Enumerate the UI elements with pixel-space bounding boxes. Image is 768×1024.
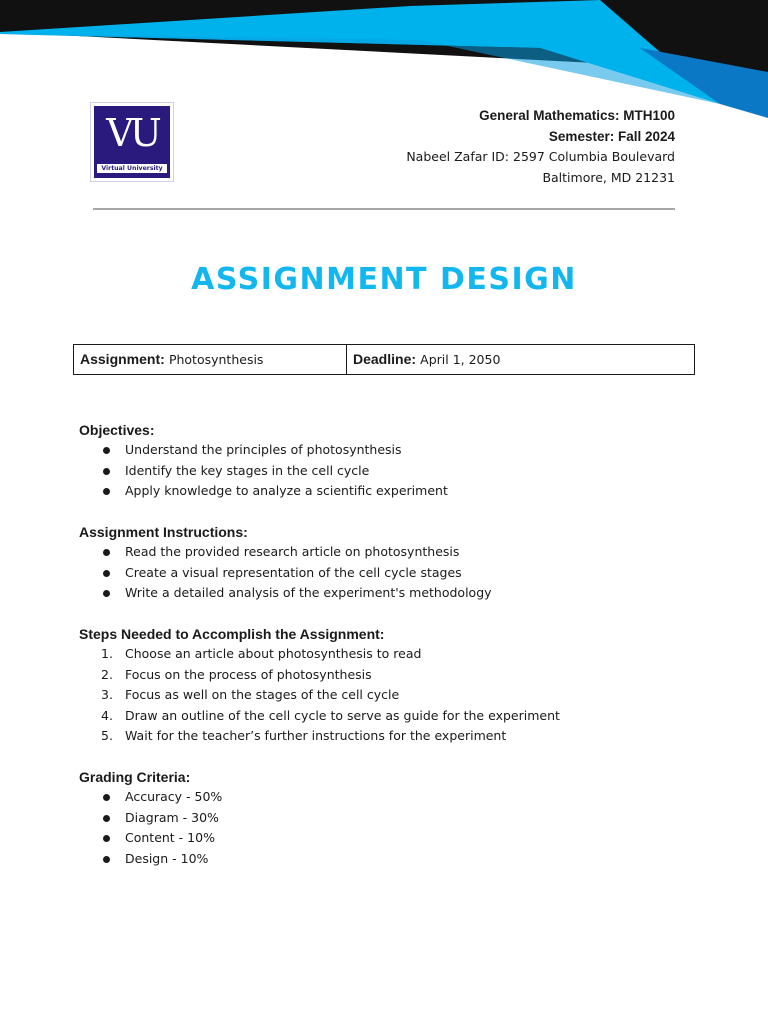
bullet-icon xyxy=(103,856,110,863)
instructions-section xyxy=(79,522,699,604)
assignment-value: Photosynthesis xyxy=(168,352,264,367)
list-item xyxy=(79,849,699,870)
assignment-label: Assignment: xyxy=(80,351,165,367)
steps-section xyxy=(79,624,699,747)
course-title: General Mathematics: MTH100 xyxy=(479,108,675,123)
deadline-label: Deadline: xyxy=(353,351,417,367)
list-item xyxy=(79,563,699,584)
semester: Semester: Fall 2024 xyxy=(548,128,675,144)
step-number: 2. xyxy=(101,666,113,682)
step-number: 3. xyxy=(101,687,113,702)
list-item-text: Draw an outline of the cell cycle to serve as guide for the experiment xyxy=(125,707,560,723)
steps-heading: Steps Needed to Accomplish the Assignment: xyxy=(79,626,385,642)
bullet-icon xyxy=(103,835,110,842)
bullet-icon xyxy=(103,549,110,556)
deadline-cell xyxy=(347,345,695,375)
list-item-text: Read the provided research article on photosynthesis xyxy=(125,544,460,559)
header-divider xyxy=(93,208,675,210)
assignment-info-table xyxy=(73,344,695,375)
instructions-heading: Assignment Instructions: xyxy=(79,524,248,540)
list-item-text: Focus on the process of photosynthesis xyxy=(125,666,372,682)
logo-badge xyxy=(94,106,170,178)
steps-list xyxy=(79,644,699,747)
list-item xyxy=(79,685,699,706)
list-item xyxy=(79,808,699,829)
table-row xyxy=(74,345,695,375)
list-item xyxy=(79,706,699,727)
bullet-icon xyxy=(103,815,110,822)
list-item-text: Identify the key stages in the cell cycle xyxy=(125,462,370,478)
address-line-2: Baltimore, MD 21231 xyxy=(542,169,675,185)
list-item xyxy=(79,726,699,747)
assignment-cell xyxy=(74,345,347,375)
grading-list xyxy=(79,787,699,869)
university-logo xyxy=(90,102,174,182)
list-item-text: Create a visual representation of the cell cycle stages xyxy=(125,564,462,580)
bullet-icon xyxy=(103,570,110,577)
bullet-icon xyxy=(103,794,110,801)
objectives-section xyxy=(79,420,699,502)
bullet-icon xyxy=(103,590,110,597)
bullet-icon xyxy=(103,468,110,475)
grading-heading: Grading Criteria: xyxy=(79,769,191,785)
list-item-text: Apply knowledge to analyze a scientific experiment xyxy=(125,483,448,498)
deadline-value: April 1, 2050 xyxy=(420,352,501,367)
list-item xyxy=(79,644,699,665)
list-item-text: Content - 10% xyxy=(125,830,215,845)
list-item-text: Write a detailed analysis of the experiment's methodology xyxy=(125,585,492,600)
step-number: 1. xyxy=(101,646,113,661)
list-item xyxy=(79,481,699,502)
list-item xyxy=(79,787,699,808)
instructions-list xyxy=(79,542,699,604)
document-title: ASSIGNMENT DESIGN xyxy=(191,262,577,297)
logo-mark: VU xyxy=(106,111,158,155)
bullet-icon xyxy=(103,488,110,495)
list-item-text: Understand the principles of photosynthesis xyxy=(125,442,402,457)
list-item xyxy=(79,828,699,849)
list-item-text: Focus as well on the stages of the cell cycle xyxy=(125,687,400,702)
step-number: 5. xyxy=(101,728,113,743)
list-item xyxy=(79,665,699,686)
logo-text: Virtual University xyxy=(97,164,167,173)
grading-section xyxy=(79,767,699,869)
list-item-text: Design - 10% xyxy=(125,850,209,866)
list-item-text: Accuracy - 50% xyxy=(125,789,223,804)
address-line-1: Nabeel Zafar ID: 2597 Columbia Boulevard xyxy=(406,149,675,164)
list-item xyxy=(79,583,699,604)
objectives-list xyxy=(79,440,699,502)
step-number: 4. xyxy=(101,707,113,723)
list-item-text: Diagram - 30% xyxy=(125,809,219,825)
objectives-heading: Objectives: xyxy=(79,422,155,438)
list-item-text: Wait for the teacher’s further instructions for the experiment xyxy=(125,728,507,743)
list-item-text: Choose an article about photosynthesis to read xyxy=(125,646,422,661)
list-item xyxy=(79,440,699,461)
header-info xyxy=(406,106,675,188)
list-item xyxy=(79,542,699,563)
list-item xyxy=(79,461,699,482)
bullet-icon xyxy=(103,447,110,454)
